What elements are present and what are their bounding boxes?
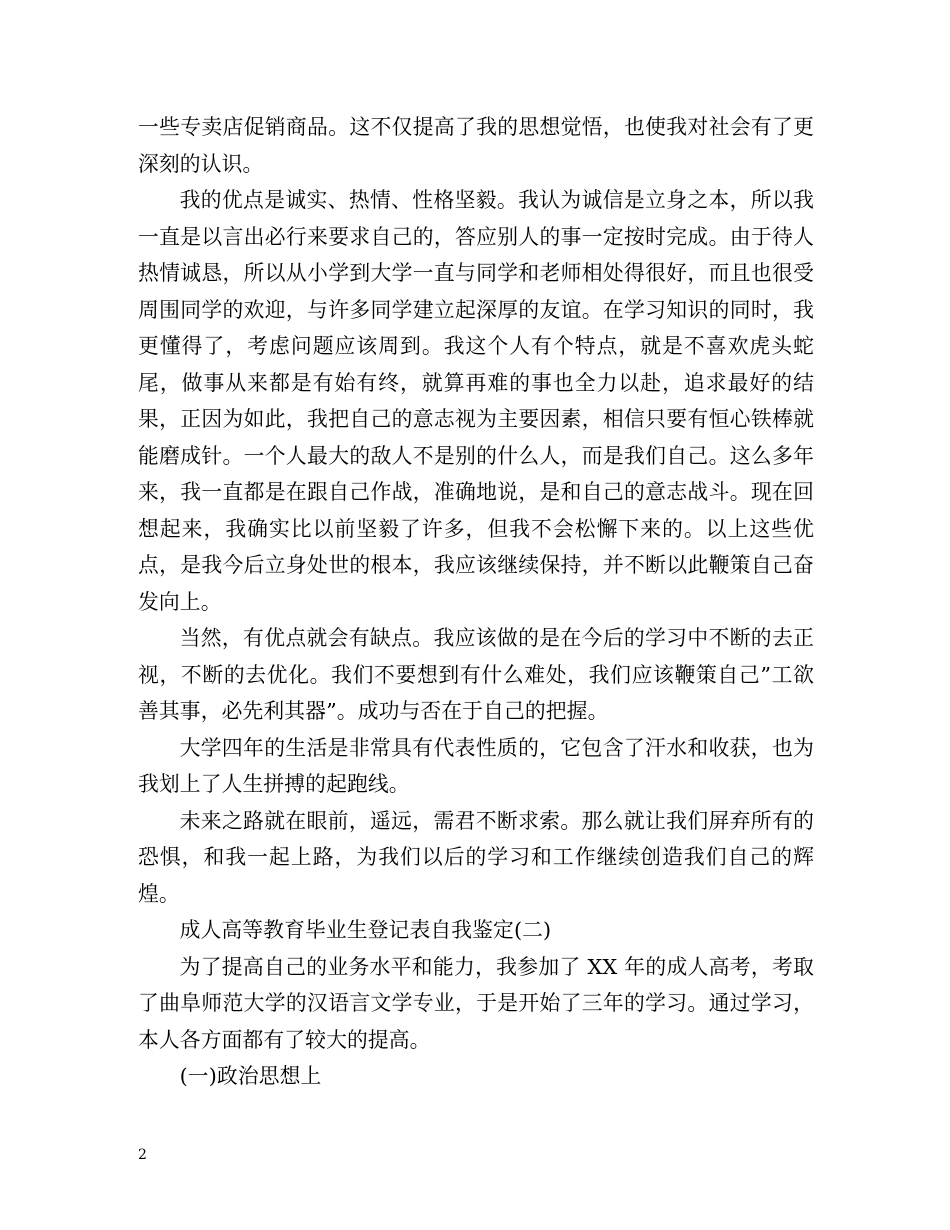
paragraph: 为了提高自己的业务水平和能力，我参加了 XX 年的成人高考，考取了曲阜师范大学的汉语言文学专业，于是开始了三年的学习。通过学习，本人各方面都有了较大的提高。 <box>138 954 814 1052</box>
paragraph: 未来之路就在眼前，遥远，需君不断求索。那么就让我们屏弃所有的恐惧，和我一起上路，为我们以后的学习和工作继续创造我们自己的辉煌。 <box>138 808 814 906</box>
section-heading: 成人高等教育毕业生登记表自我鉴定(二) <box>179 918 552 942</box>
subsection-heading: (一)政治思想上 <box>179 1064 322 1088</box>
paragraph: 当然，有优点就会有缺点。我应该做的是在今后的学习中不断的去正视，不断的去优化。我们不要想到有什么难处，我们应该鞭策自己”工欲善其事，必先利其器”。成功与否在于自己的把握。 <box>138 626 814 723</box>
page-number: 2 <box>138 1147 147 1163</box>
paragraph: 一些专卖店促销商品。这不仅提高了我的思想觉悟，也使我对社会有了更深刻的认识。 <box>138 115 814 176</box>
document-body <box>138 109 814 1095</box>
paragraph: 我的优点是诚实、热情、性格坚毅。我认为诚信是立身之本，所以我一直是以言出必行来要求自己的，答应别人的事一定按时完成。由于待人热情诚恳，所以从小学到大学一直与同学和老师相处得很好，而且也很受周围同学的欢迎，与许多同学建立起深厚的友谊。在学习知识的同时，我更懂得了，考虑问题应该周到。我这个人有个特点，就是不喜欢虎头蛇尾，做事从来都是有始有终，就算再难的事也全力以赴，追求最好的结果，正因为如此，我把自己的意志视为主要因素，相信只要有恒心铁棒就能磨成针。一个人最大的敌人不是别的什么人，而是我们自己。这么多年来，我一直都是在跟自己作战，准确地说，是和自己的意志战斗。现在回想起来，我确实比以前坚毅了许多，但我不会松懈下来的。以上这些优点，是我今后立身处世的根本，我应该继续保持，并不断以此鞭策自己奋发向上。 <box>138 188 814 614</box>
paragraph: 大学四年的生活是非常具有代表性质的，它包含了汗水和收获，也为我划上了人生拼搏的起跑线。 <box>138 735 814 796</box>
